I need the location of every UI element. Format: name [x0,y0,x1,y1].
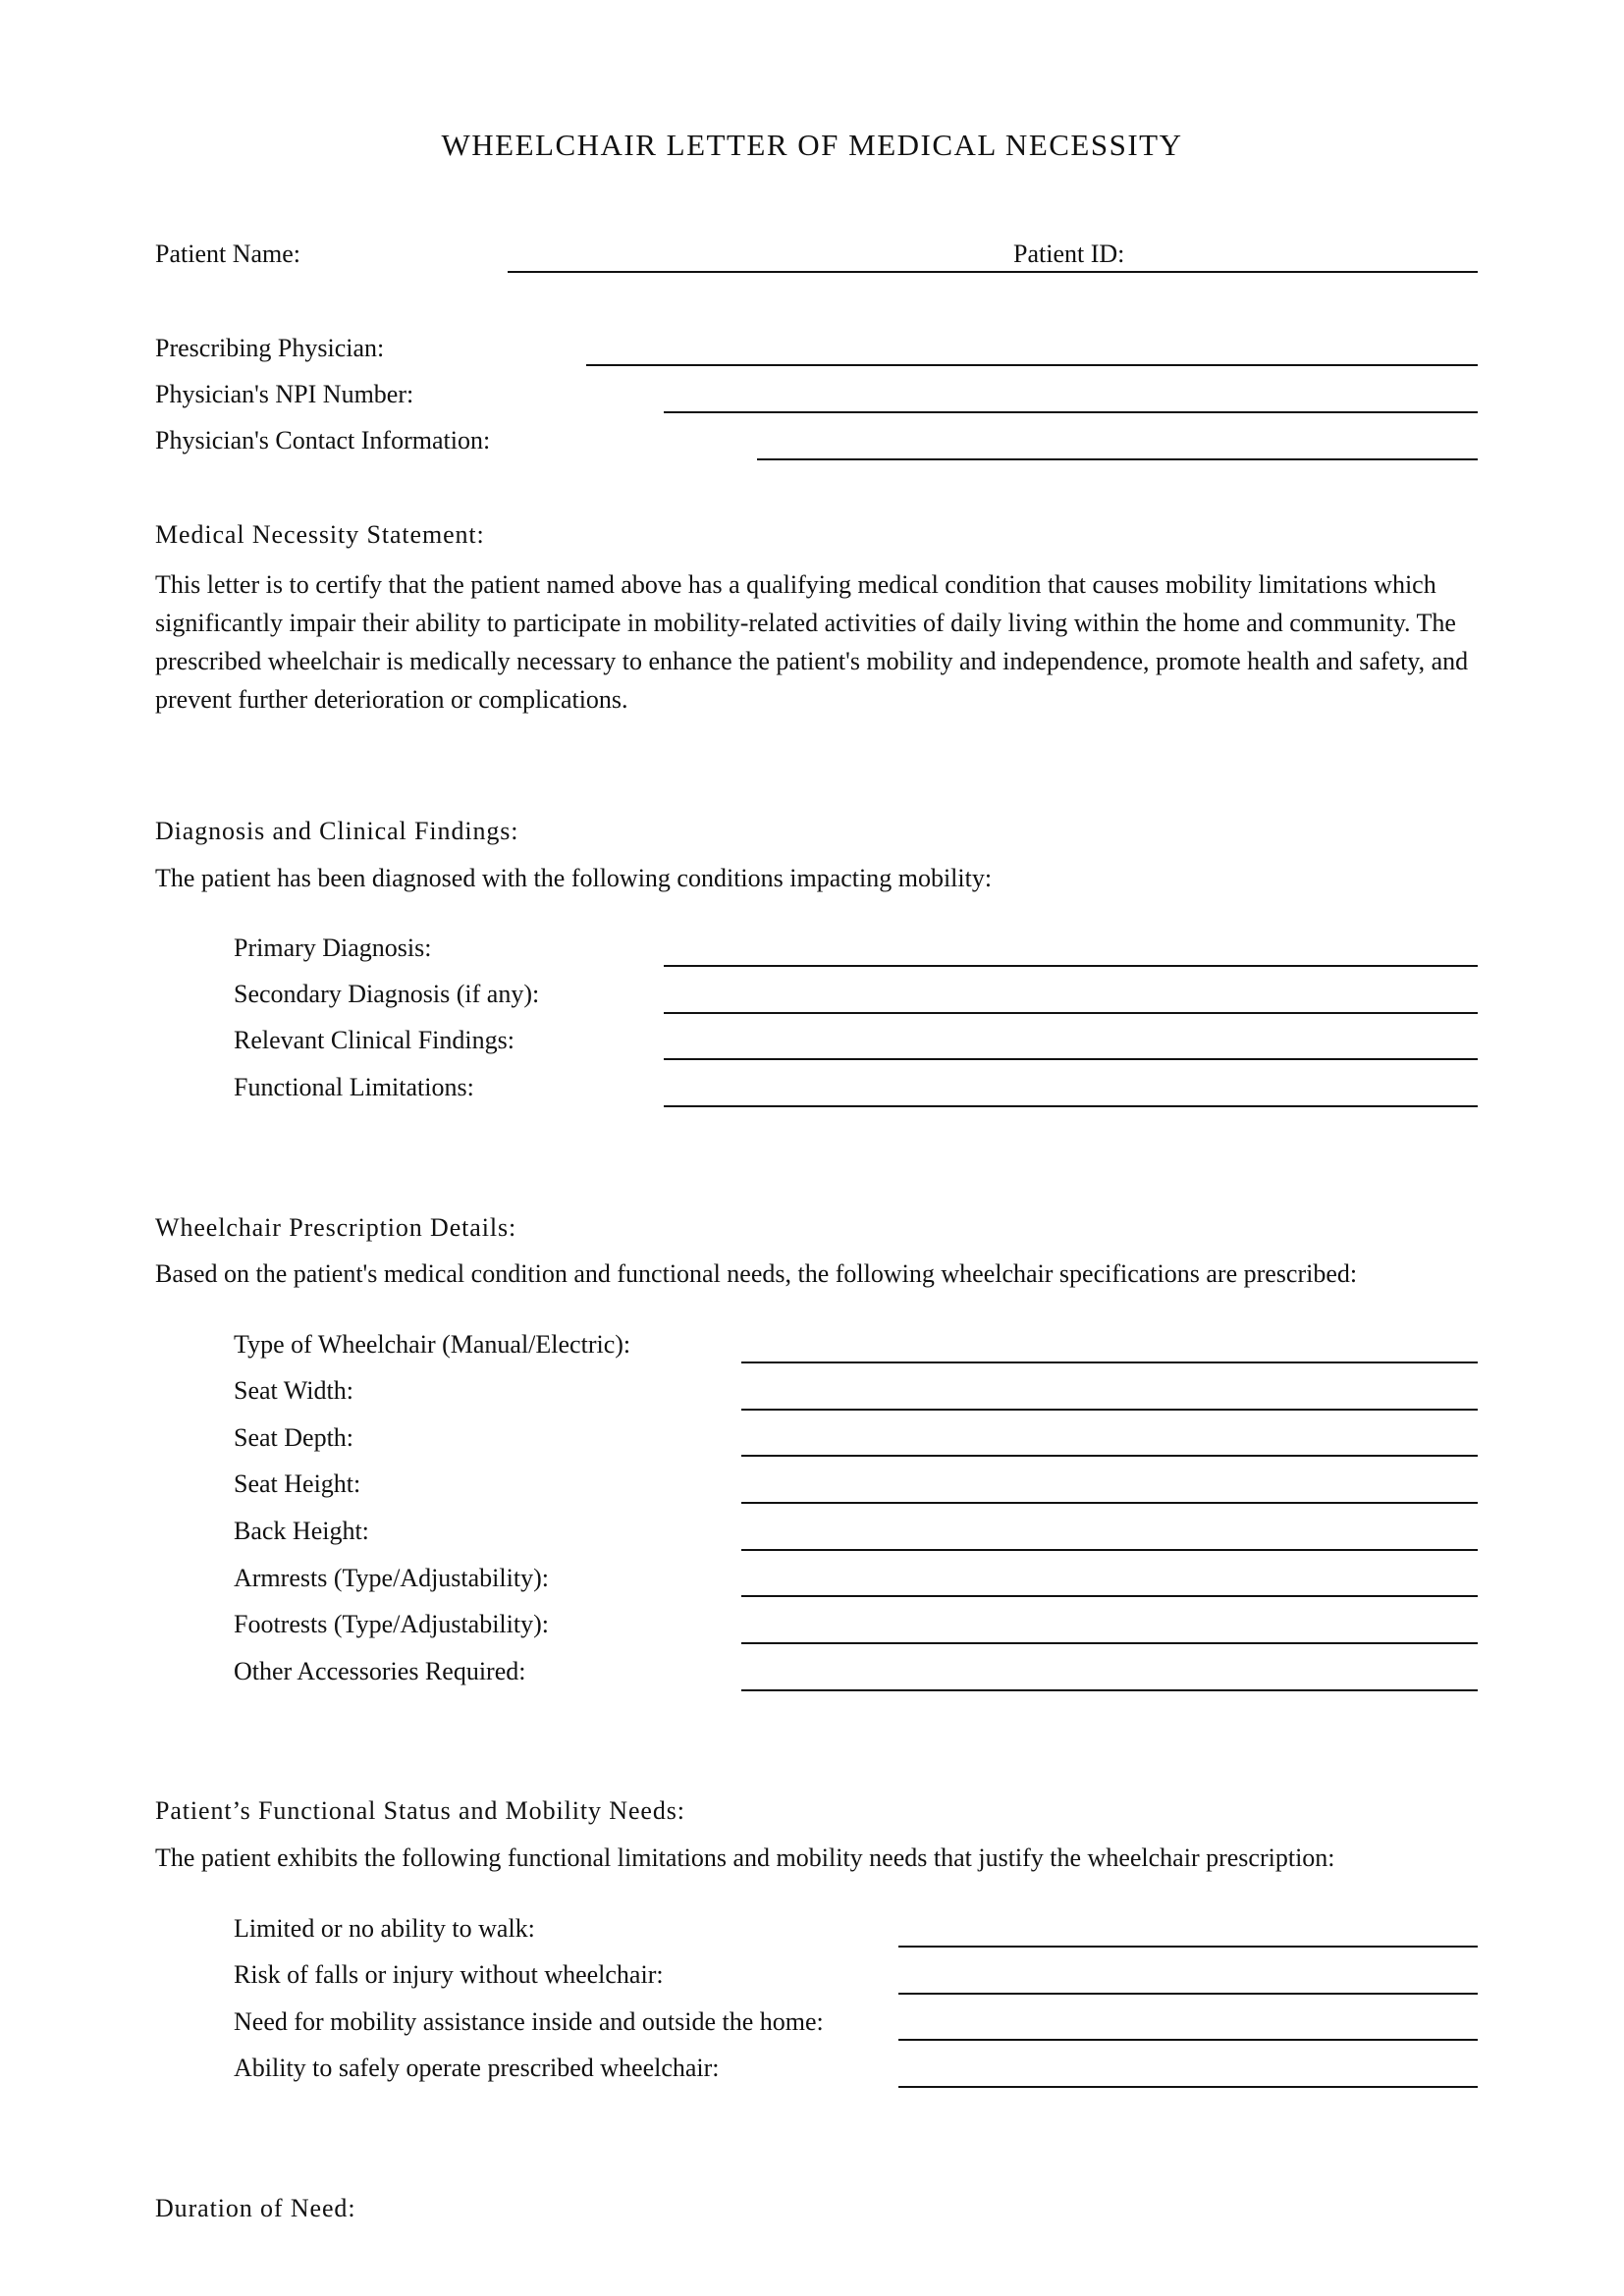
functional-limitations-label: Functional Limitations: [234,1073,474,1101]
seat-width-field[interactable] [741,1409,1478,1411]
armrests-field[interactable] [741,1595,1478,1597]
walk-ability-label: Limited or no ability to walk: [234,1914,535,1943]
npi-number-label: Physician's NPI Number: [155,380,414,408]
functional-status-intro: The patient exhibits the following functional limitations and mobility needs that justify the wheelchair prescription: [155,1843,1335,1872]
back-height-label: Back Height: [234,1517,369,1545]
prescription-heading: Wheelchair Prescription Details: [155,1213,517,1242]
duration-label: Duration of Need: [155,2194,356,2222]
patient-id-label: Patient ID: [1013,240,1125,268]
seat-height-label: Seat Height: [234,1469,361,1498]
prescription-intro: Based on the patient's medical condition and functional needs, the following wheelchair specifications are prescribed: [155,1259,1358,1288]
fall-risk-label: Risk of falls or injury without wheelchair: [234,1960,664,1989]
medical-necessity-statement: This letter is to certify that the patient named above has a qualifying medical condition that causes mobility limitations which significantly impair their ability to participate in mobility-related activities of daily living within the home and community. The prescribed wheelchair is medically necessary to enhance the patient's mobility and independence, promote health and safety, and prevent further deterioration or complications. [155,570,1469,714]
primary-diagnosis-label: Primary Diagnosis: [234,934,432,962]
fall-risk-field[interactable] [898,1993,1478,1995]
armrests-label: Armrests (Type/Adjustability): [234,1564,549,1592]
diagnosis-heading: Diagnosis and Clinical Findings: [155,817,519,845]
patient-name-label: Patient Name: [155,240,301,268]
walk-ability-field[interactable] [898,1946,1478,1948]
accessories-field[interactable] [741,1689,1478,1691]
npi-number-field[interactable] [664,411,1478,413]
footrests-field[interactable] [741,1642,1478,1644]
document-title: WHEELCHAIR LETTER OF MEDICAL NECESSITY [441,128,1183,162]
seat-height-field[interactable] [741,1502,1478,1504]
functional-status-heading: Patient’s Functional Status and Mobility Needs: [155,1796,685,1825]
contact-info-field[interactable] [757,458,1478,460]
functional-limitations-field[interactable] [664,1105,1478,1107]
secondary-diagnosis-label: Secondary Diagnosis (if any): [234,980,540,1008]
operate-wheelchair-field[interactable] [898,2086,1478,2088]
wheelchair-type-label: Type of Wheelchair (Manual/Electric): [234,1330,631,1359]
clinical-findings-field[interactable] [664,1058,1478,1060]
mobility-assistance-field[interactable] [898,2039,1478,2041]
prescribing-physician-field[interactable] [586,364,1478,366]
accessories-label: Other Accessories Required: [234,1657,526,1685]
back-height-field[interactable] [741,1549,1478,1551]
seat-depth-label: Seat Depth: [234,1423,354,1452]
contact-info-label: Physician's Contact Information: [155,426,491,454]
medical-necessity-heading: Medical Necessity Statement: [155,520,485,549]
secondary-diagnosis-field[interactable] [664,1012,1478,1014]
primary-diagnosis-field[interactable] [664,965,1478,967]
clinical-findings-label: Relevant Clinical Findings: [234,1026,514,1054]
footrests-label: Footrests (Type/Adjustability): [234,1610,549,1638]
prescribing-physician-label: Prescribing Physician: [155,334,385,362]
mobility-assistance-label: Need for mobility assistance inside and outside the home: [234,2007,824,2036]
diagnosis-intro: The patient has been diagnosed with the following conditions impacting mobility: [155,864,993,892]
patient-name-field[interactable] [508,271,1478,273]
seat-width-label: Seat Width: [234,1376,353,1405]
wheelchair-type-field[interactable] [741,1362,1478,1363]
operate-wheelchair-label: Ability to safely operate prescribed wheelchair: [234,2054,720,2082]
seat-depth-field[interactable] [741,1455,1478,1457]
